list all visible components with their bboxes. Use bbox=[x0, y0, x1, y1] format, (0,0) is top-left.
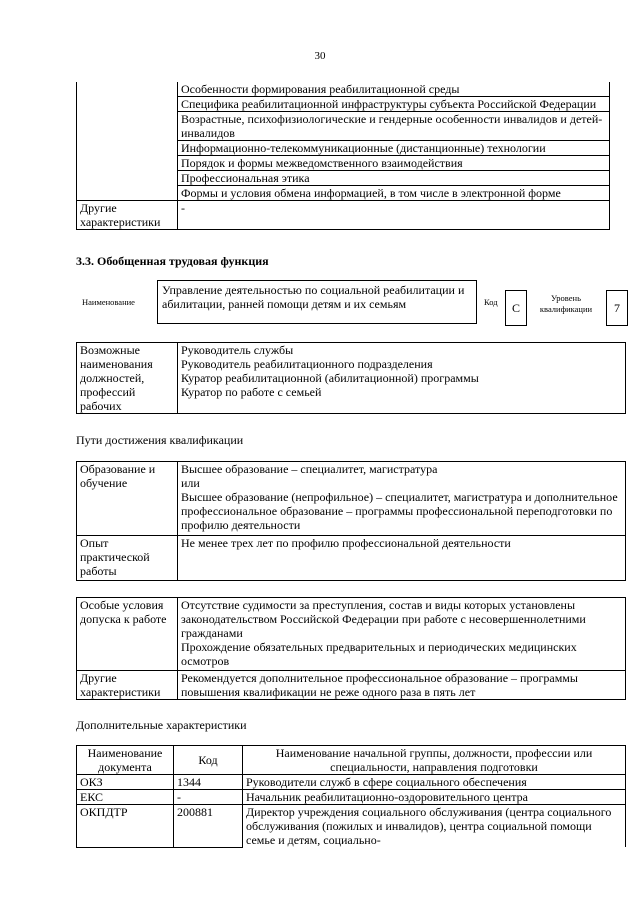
function-name: Управление деятельностью по социальной реабилитации и абилитации, ранней помощи детям и их семьям bbox=[162, 283, 465, 311]
experience-value: Не менее трех лет по профилю профессиональной деятельности bbox=[178, 536, 626, 581]
row-code: 1344 bbox=[174, 775, 243, 790]
row-doc: ОКЗ bbox=[77, 775, 174, 790]
level-value: 7 bbox=[606, 290, 628, 326]
knowledge-item: Порядок и формы межведомственного взаимодействия bbox=[178, 156, 610, 171]
row-name: Директор учреждения социального обслуживания (центра социального обслуживания (пожилых и инвалидов), центра социальной помощи семье и детям, социально- bbox=[243, 805, 626, 848]
name-label: Наименование bbox=[82, 297, 135, 307]
knowledge-label-cell bbox=[77, 82, 178, 201]
code-value: С bbox=[505, 290, 527, 326]
position-item: Руководитель службы bbox=[181, 343, 294, 357]
row-code: 200881 bbox=[174, 805, 243, 848]
header-name: Наименование начальной группы, должности, профессии или специальности, направления подготовки bbox=[243, 746, 626, 775]
row-name: Начальник реабилитационно-оздоровительного центра bbox=[243, 790, 626, 805]
header-doc: Наименование документа bbox=[77, 746, 174, 775]
other-characteristics-value: - bbox=[178, 201, 610, 230]
table-row bbox=[77, 805, 626, 848]
position-item: Руководитель реабилитационного подразделения bbox=[181, 357, 433, 371]
row-code: - bbox=[174, 790, 243, 805]
row-name: Руководители служб в сфере социального обеспечения bbox=[243, 775, 626, 790]
position-item: Куратор по работе с семьей bbox=[181, 385, 322, 399]
table-row bbox=[77, 790, 626, 805]
other-characteristics-label: Другие характеристики bbox=[77, 201, 178, 230]
knowledge-item: Формы и условия обмена информацией, в том числе в электронной форме bbox=[178, 186, 610, 201]
positions-table bbox=[76, 342, 626, 414]
conditions-other-label: Другие характеристики bbox=[77, 671, 178, 700]
positions-list bbox=[178, 343, 626, 414]
function-name-box bbox=[157, 280, 477, 324]
knowledge-item: Информационно-телекоммуникационные (дистанционные) технологии bbox=[178, 141, 610, 156]
paths-title: Пути достижения квалификации bbox=[76, 433, 244, 447]
conditions-table bbox=[76, 597, 626, 700]
knowledge-item: Возрастные, психофизиологические и гендерные особенности инвалидов и детей-инвалидов bbox=[178, 112, 610, 141]
conditions-value: Отсутствие судимости за преступления, состав и виды которых установлены законодательством Российской Федерации при работе с несовершеннолетними гражданами Прохождение обязательных предварительных и периодических медицинских осмотров bbox=[178, 598, 626, 671]
knowledge-item: Специфика реабилитационной инфраструктуры субъекта Российской Федерации bbox=[178, 97, 610, 112]
education-value: Высшее образование – специалитет, магистратура или Высшее образование (непрофильное) – специалитет, магистратура и дополнительное профессиональное образование – программы профессиональной переподготовки по профилю деятельности bbox=[178, 462, 626, 536]
section-title: 3.3. Обобщенная трудовая функция bbox=[76, 254, 269, 268]
experience-label: Опыт практической работы bbox=[77, 536, 178, 581]
row-doc: ОКПДТР bbox=[77, 805, 174, 848]
knowledge-item: Профессиональная этика bbox=[178, 171, 610, 186]
page-number: 30 bbox=[314, 50, 326, 62]
positions-label: Возможные наименования должностей, профессий рабочих bbox=[77, 343, 178, 414]
position-item: Куратор реабилитационной (абилитационной) программы bbox=[181, 371, 479, 385]
additional-title: Дополнительные характеристики bbox=[76, 718, 247, 732]
additional-table bbox=[76, 745, 626, 848]
header-code: Код bbox=[174, 746, 243, 775]
knowledge-item: Особенности формирования реабилитационной среды bbox=[178, 82, 610, 97]
conditions-label: Особые условия допуска к работе bbox=[77, 598, 178, 671]
knowledge-table bbox=[76, 82, 610, 230]
code-label: Код bbox=[484, 297, 498, 307]
education-table bbox=[76, 461, 626, 581]
row-doc: ЕКС bbox=[77, 790, 174, 805]
education-label: Образование и обучение bbox=[77, 462, 178, 536]
table-row bbox=[77, 775, 626, 790]
conditions-other-value: Рекомендуется дополнительное профессиональное образование – программы повышения квалификации не реже одного раза в пять лет bbox=[178, 671, 626, 700]
level-label: Уровень квалификации bbox=[539, 293, 593, 314]
